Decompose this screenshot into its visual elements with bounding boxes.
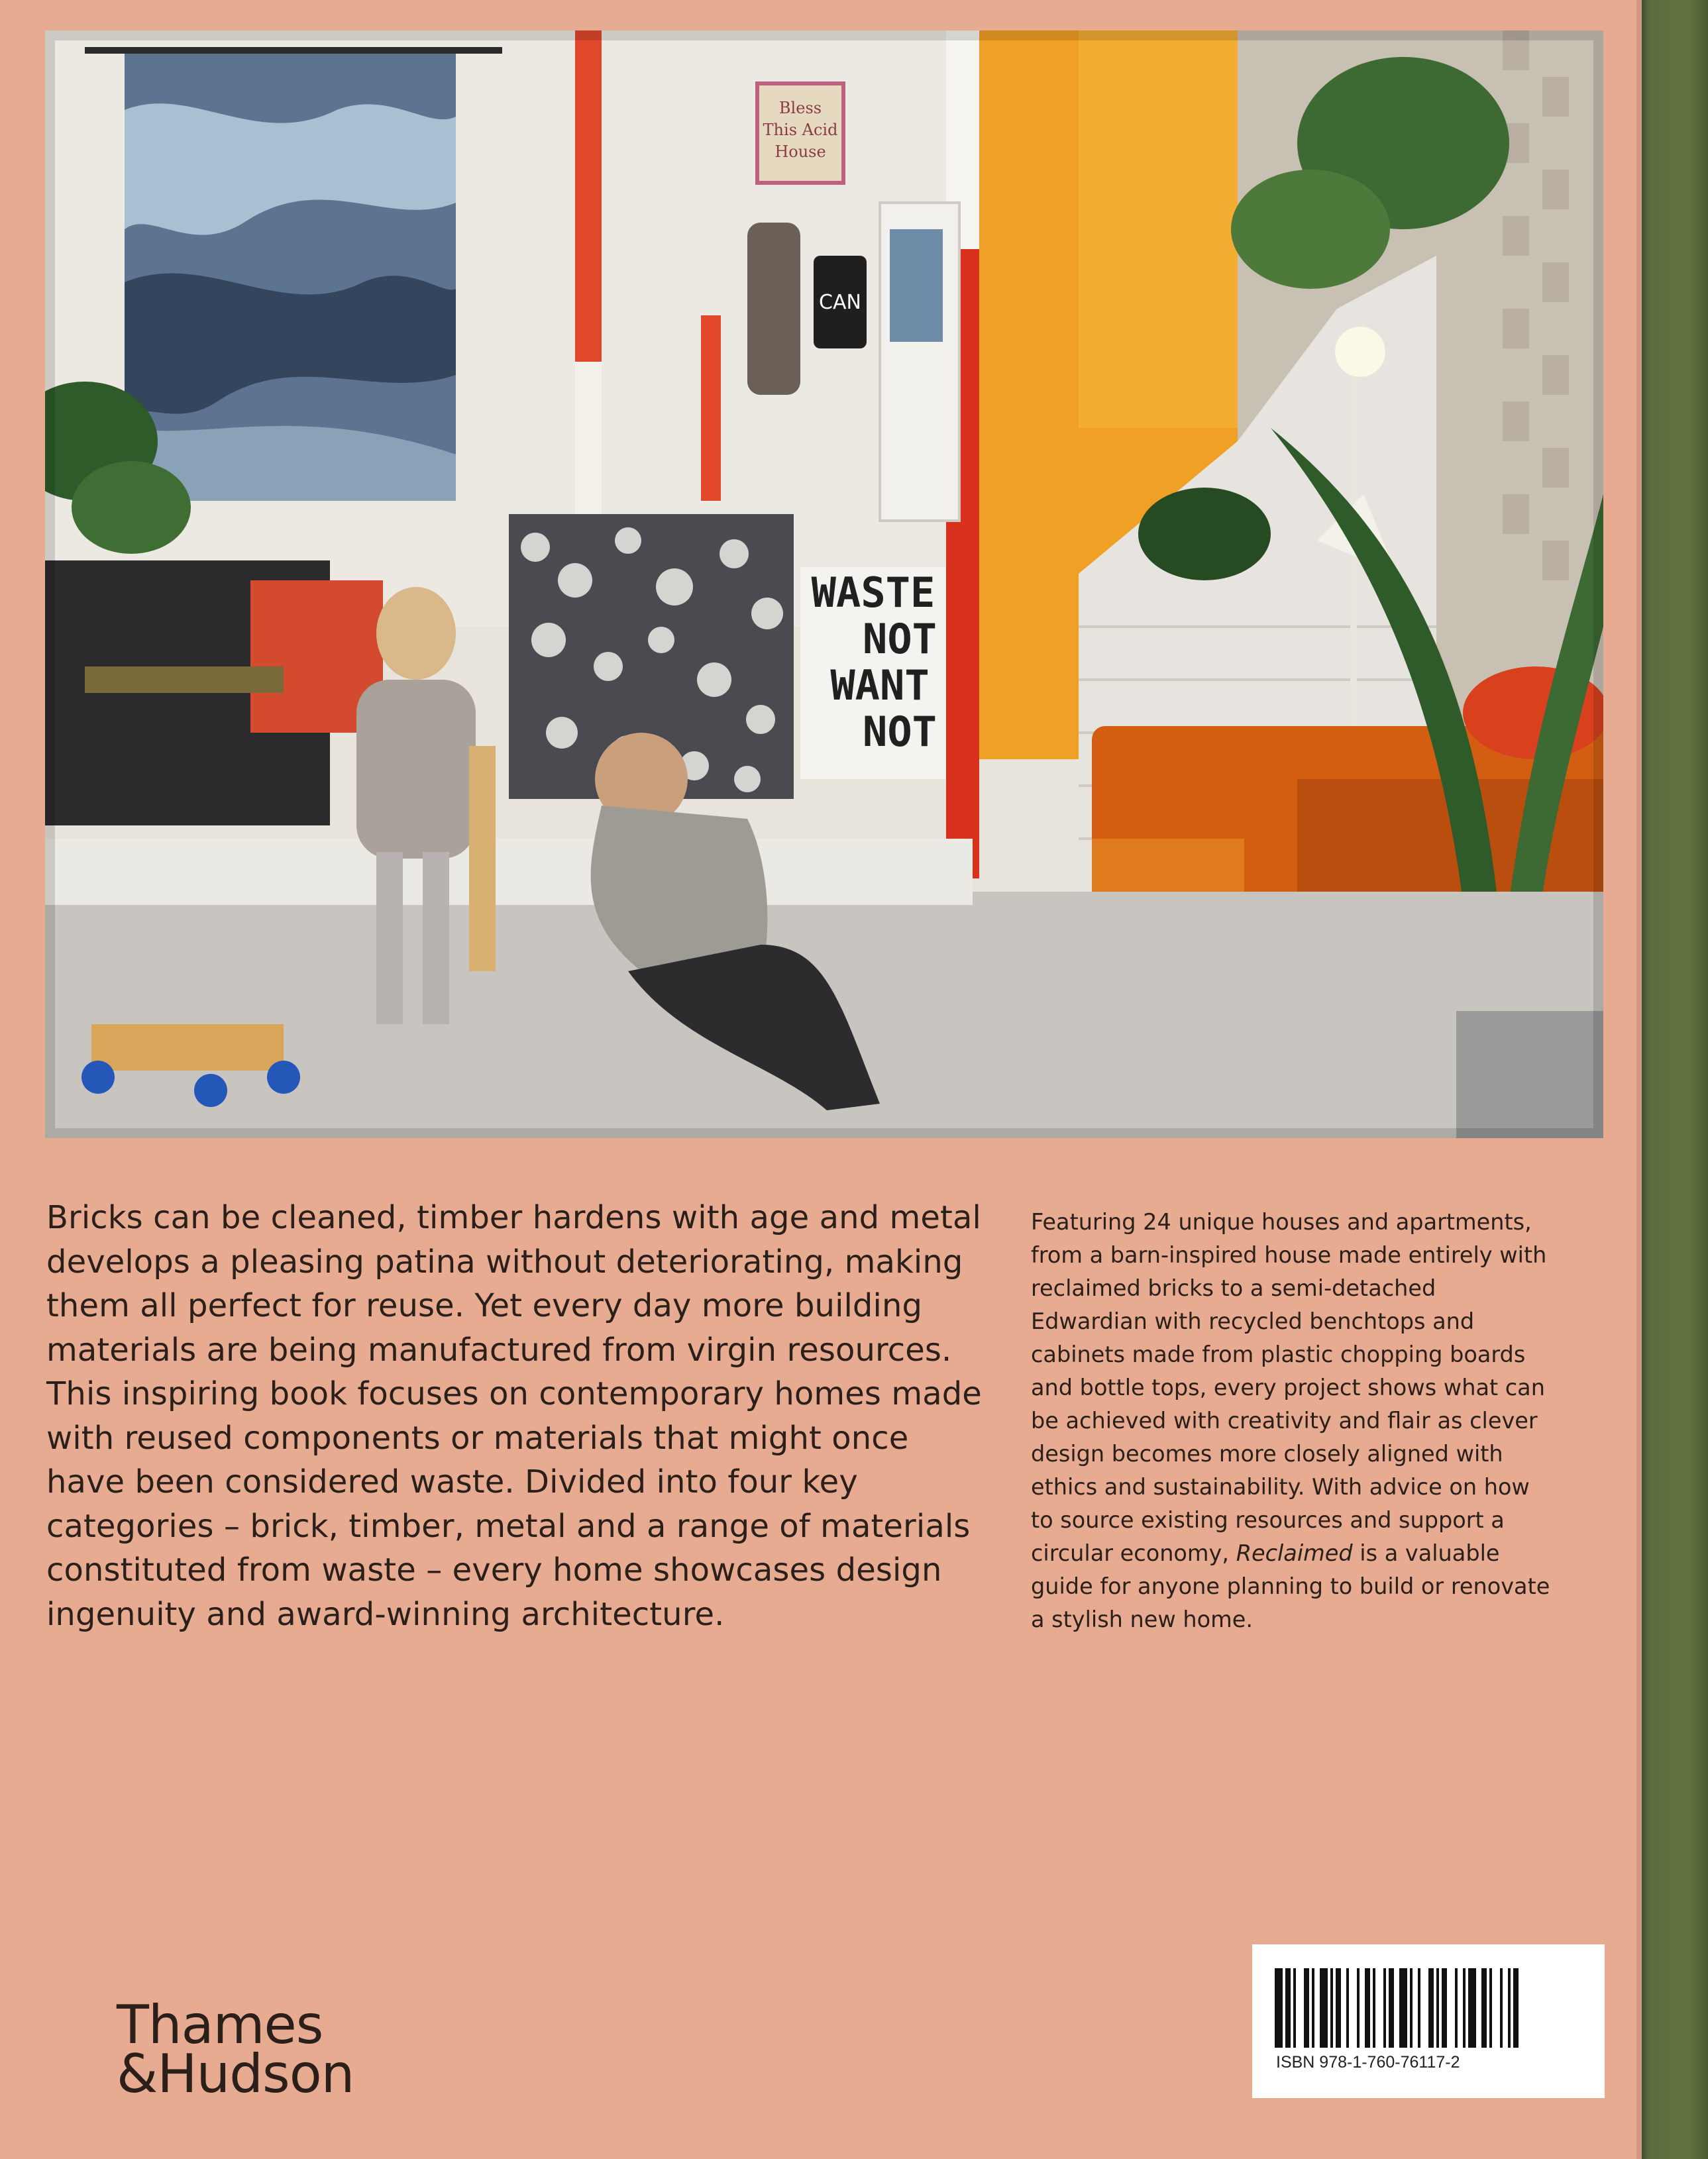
barcode-image [1275, 1968, 1582, 2048]
barcode-bar [1304, 1968, 1309, 2048]
barcode-bar [1383, 1968, 1386, 2048]
main-blurb: Bricks can be cleaned, timber hardens with age and metal develops a pleasing patina without deteriorating, making them all perfect for reuse. Yet every day more building materials are being manufactured from virgin resources. This inspiring book focuses on contemporary homes made with reused components or materials that might once have been considered waste. Divided into four key categories – brick, timber, metal and a range of materials constituted from waste – every home showcases design ingenuity and award-winning architecture. [46, 1199, 982, 1633]
barcode-bar [1468, 1968, 1476, 2048]
barcode-bar [1513, 1968, 1519, 2048]
barcode-bar [1357, 1968, 1360, 2048]
publisher-name-line2: &Hudson [117, 2043, 354, 2105]
barcode-bar [1320, 1968, 1328, 2048]
secondary-blurb [1031, 1206, 1554, 1636]
barcode-bar [1455, 1968, 1458, 2048]
secondary-blurb-text-start: Featuring 24 unique houses and apartments, from a barn-inspired house made entirely with reclaimed bricks to a semi-detached Edwardian with recycled benchtops and cabinets made from plastic chopping boards and bottle tops, every project shows what can be achieved with creativity and flair as clever design becomes more closely aligned with ethics and sustainability. With advice on how to source existing resources and support a circular economy, [1031, 1209, 1547, 1566]
barcode-bar [1410, 1968, 1413, 2048]
isbn-number: ISBN 978-1-760-76117-2 [1276, 2053, 1460, 2072]
tile-text-line3: WANT [830, 661, 930, 710]
barcode-bar [1330, 1968, 1333, 2048]
barcode-bar [1399, 1968, 1407, 2048]
barcode-bar [1500, 1968, 1503, 2048]
barcode-bar [1373, 1968, 1375, 2048]
barcode-bar [1436, 1968, 1439, 2048]
bag-text: CAN [819, 291, 861, 314]
barcode-bar [1508, 1968, 1511, 2048]
barcode-bar [1365, 1968, 1370, 2048]
book-title-reference: Reclaimed [1236, 1540, 1353, 1566]
book-spine [1642, 0, 1708, 2159]
barcode-bar [1442, 1968, 1447, 2048]
barcode-bar [1489, 1968, 1492, 2048]
tile-text-line4: NOT [863, 708, 937, 756]
barcode-bar [1336, 1968, 1341, 2048]
barcode-bar [1346, 1968, 1349, 2048]
barcode-bar [1285, 1968, 1291, 2048]
secondary-blurb-text-end: is a valuable guide for anyone planning to build or renovate a stylish new home. [1031, 1540, 1550, 1632]
cover-photo [45, 30, 1603, 1138]
barcode-bar [1275, 1968, 1283, 2048]
barcode-bar [1463, 1968, 1466, 2048]
barcode-bar [1312, 1968, 1314, 2048]
barcode-bar [1418, 1968, 1420, 2048]
sign-text-line1: Bless [778, 99, 822, 117]
tile-text-line1: WASTE [811, 568, 935, 617]
tile-text-line2: NOT [863, 615, 937, 663]
barcode-bar [1389, 1968, 1394, 2048]
sign-text-line2: This Acid [763, 121, 838, 139]
barcode-bar [1481, 1968, 1487, 2048]
barcode-panel [1252, 1944, 1605, 2098]
barcode-bar [1428, 1968, 1434, 2048]
sign-text-line3: House [774, 142, 826, 161]
barcode-bar [1293, 1968, 1296, 2048]
publisher-name-line1: Thames [117, 1994, 323, 2056]
publisher-logo [117, 1994, 354, 2105]
